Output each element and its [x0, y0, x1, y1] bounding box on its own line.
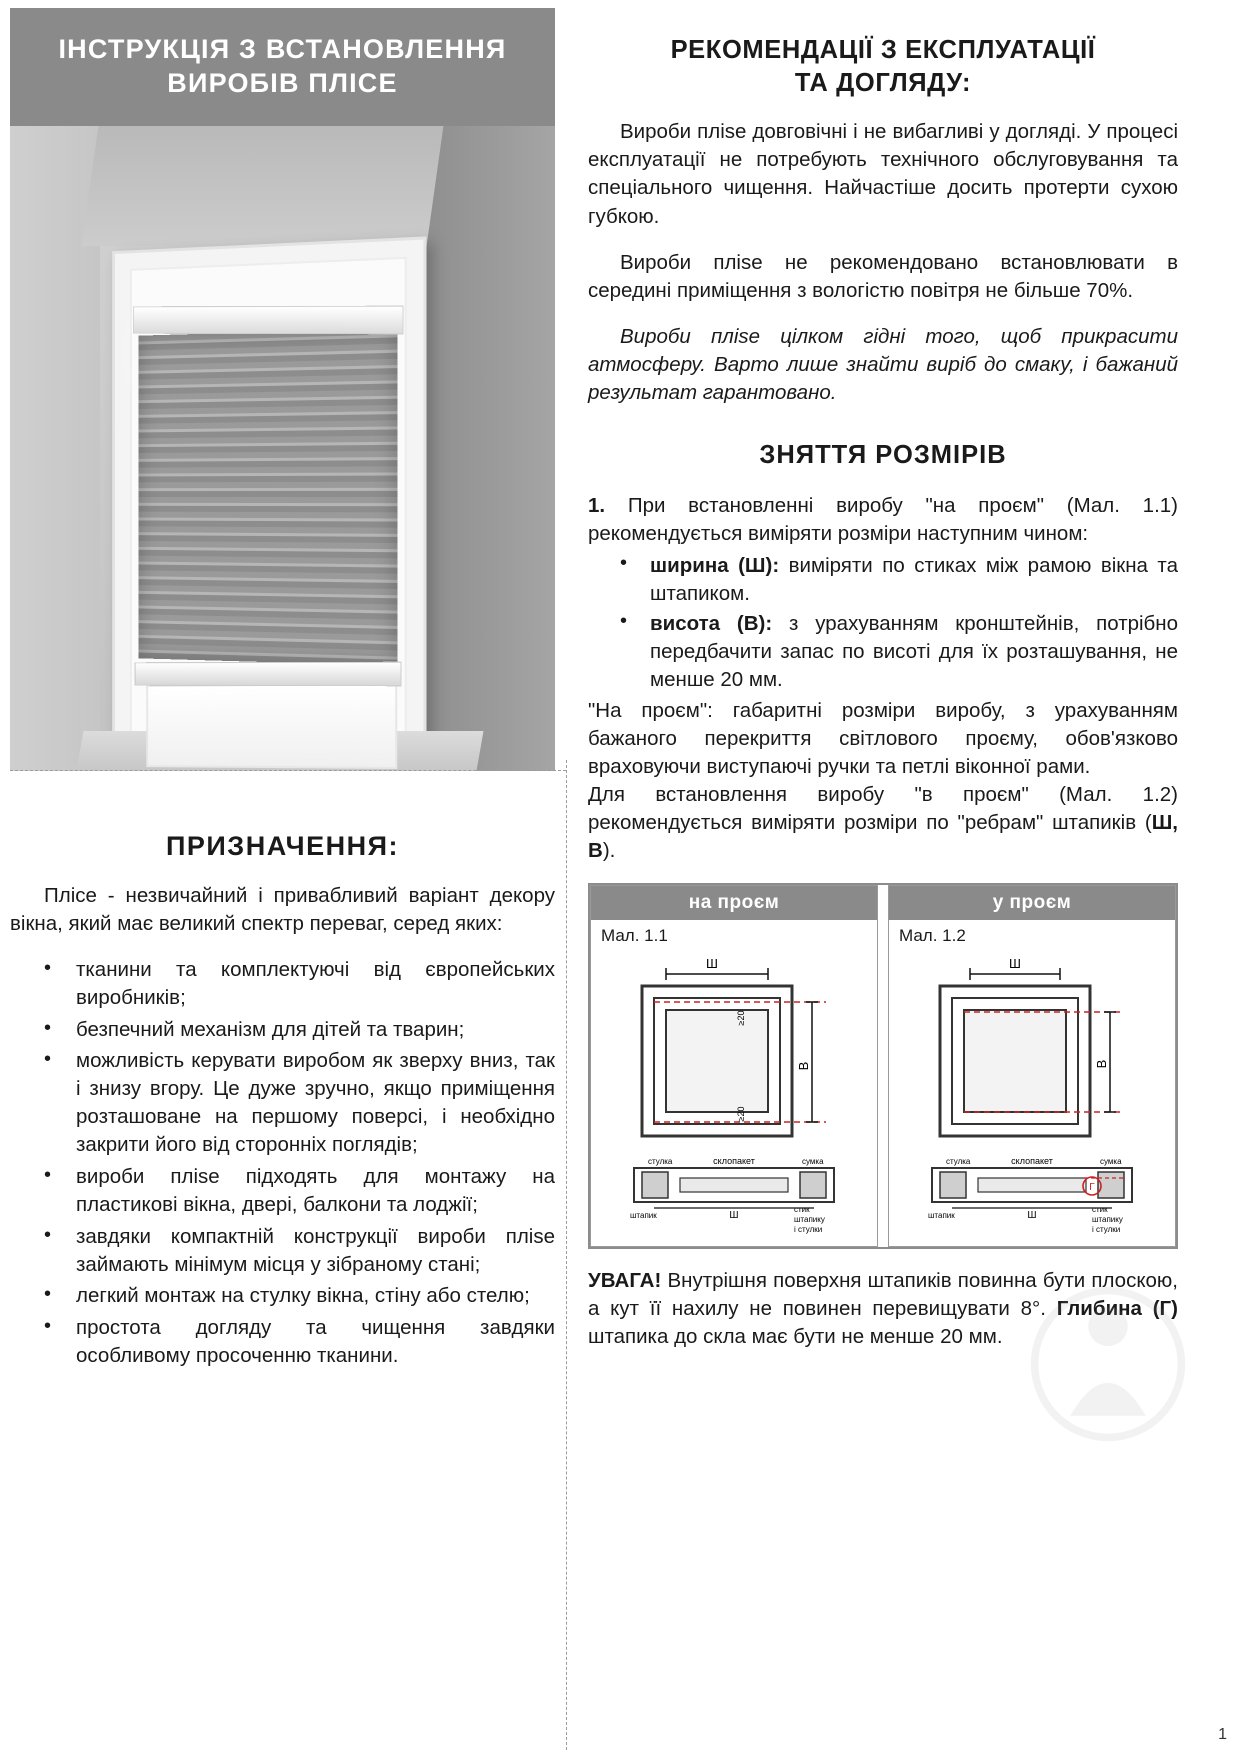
diagram-left-note-right: сумка [802, 1157, 824, 1166]
diagram-left-caption: Мал. 1.1 [601, 926, 668, 945]
diagram-right-note-bottom-center: Ш [1027, 1210, 1037, 1221]
diagram-left-header: на проєм [591, 886, 877, 920]
care-paragraph-3: Вироби пліse цілком гідні того, щоб прикрасити атмосферу. Варто лише знайти виріб до смаку, і бажаний результат гарантовано. [588, 324, 1178, 404]
purpose-list [10, 956, 555, 1370]
diagram-panel-on-opening [590, 885, 878, 1247]
bullet-text-width: виміряти по стиках між рамою вікна та штапиком. [650, 554, 1178, 606]
diagram-left-figure [591, 946, 877, 1246]
measurement-body-2-bold: Ш, В [588, 810, 1178, 862]
document-title-band [10, 8, 555, 126]
purpose-heading: ПРИЗНАЧЕННЯ: [165, 831, 400, 861]
diagram-panel-in-opening [888, 885, 1176, 1247]
care-paragraph-1: Вироби пліse довговічні і не вибагливі у догляді. У процесі експлуатації не потребують технічного обслуговування та спеціального чищення. Найчастіше досить протерти сухою губкою. [588, 120, 1178, 228]
svg-text:і стулки: і стулки [1092, 1225, 1121, 1234]
list-item [588, 610, 1178, 694]
photo-window-reveal [82, 126, 444, 246]
diagram-right-caption: Мал. 1.2 [899, 926, 966, 945]
svg-text:штапику: штапику [1092, 1215, 1123, 1224]
care-paragraph-2: Вироби пліse не рекомендовано встановлювати в середині приміщення з вологістю повітря не більше 70%. [588, 250, 1178, 302]
measurement-bullets [588, 552, 1178, 694]
list-item: • безпечний механізм для дітей та тварин; [10, 1016, 555, 1044]
diagram-right-note-bottom-right: стик [1092, 1205, 1108, 1214]
diagram-right-note-left: стулка [946, 1157, 971, 1166]
care-heading-line-1: РЕКОМЕНДАЦІЇ З ЕКСПЛУАТАЦІЇ [670, 36, 1096, 64]
photo-blind-headrail [133, 306, 404, 335]
warning-bold-2: Глибина (Г) [1056, 1297, 1178, 1321]
document-title-line-1: ІНСТРУКЦІЯ З ВСТАНОВЛЕННЯ [58, 34, 507, 65]
measurement-body-2-pre: Для встановлення виробу "в проєм" (Мал. 1.2) рекомендується виміряти розміри по "ребрам" штапиків ( [588, 782, 1178, 834]
diagram-left-note-bottom-right: стик [794, 1205, 810, 1214]
measurement-item-1-text: При встановленні виробу "на проєм" (Мал. 1.1) рекомендується виміряти розміри наступним чином: [588, 493, 1178, 546]
purpose-intro: Плісе - незвичайний і привабливий варіант декору вікна, який має великий спектр переваг, серед яких: [10, 884, 555, 935]
warning-text-2: штапика до скла має бути не менше 20 мм. [588, 1325, 1003, 1349]
svg-text:і стулки: і стулки [794, 1225, 823, 1234]
diagram-right-depth-label: Г [1089, 1182, 1095, 1193]
measurement-body-2 [588, 781, 1178, 865]
diagram-right-note-right: сумка [1100, 1157, 1122, 1166]
photo-window-glass [146, 683, 397, 769]
vertical-divider [566, 760, 567, 1750]
diagram-left-gap-top: ≥20 [736, 1010, 746, 1026]
photo-blind-pleats [138, 328, 397, 666]
diagram-right-height-label: В [1094, 1059, 1109, 1069]
right-column [588, 34, 1178, 1351]
measurement-body-1: "На проєм": габаритні розміри виробу, з урахуванням бажаного перекриття світлового проєму, обов'язково враховуючи виступаючі ручки та петлі віконної рами. [588, 698, 1178, 778]
diagram-left-height-label: В [796, 1061, 811, 1071]
diagram-left-note-bottom-center: Ш [729, 1210, 739, 1221]
diagram-left-note-left: стулка [648, 1157, 673, 1166]
diagram-right-note-bottom-left: штапик [928, 1211, 955, 1220]
horizontal-divider [10, 770, 566, 771]
care-heading [588, 34, 1178, 100]
bullet-label-height: висота (В): [650, 612, 773, 636]
page-number: 1 [1218, 1726, 1227, 1743]
document-title-line-2: ВИРОБІВ ПЛІСЕ [167, 68, 398, 98]
list-item: • вироби пліse підходять для монтажу на пластикові вікна, двері, балкони та лоджії; [10, 1163, 555, 1219]
svg-text:штапику: штапику [794, 1215, 825, 1224]
warning-block [588, 1267, 1178, 1351]
list-item: • тканини та комплектуючі від європейських виробників; [10, 956, 555, 1012]
photo-wall-right [425, 126, 555, 771]
left-column [10, 8, 555, 1748]
diagram-left-gap-bottom: ≥20 [736, 1106, 746, 1122]
diagram-left-width-label: Ш [706, 956, 718, 971]
diagram-right-header: у проєм [889, 886, 1175, 920]
list-item: • легкий монтаж на стулку вікна, стіну або стелю; [10, 1282, 555, 1310]
measurement-body-2-post: ). [602, 838, 616, 862]
bullet-label-width: ширина (Ш): [650, 554, 780, 578]
measurement-heading: ЗНЯТТЯ РОЗМІРІВ [759, 440, 1007, 469]
diagram-panels [588, 883, 1178, 1249]
care-heading-line-2: ТА ДОГЛЯДУ: [794, 69, 972, 98]
product-photo [10, 126, 555, 771]
list-item: • завдяки компактній конструкції вироби пліse займають мінімум місця у зібраному стані; [10, 1223, 555, 1279]
diagram-left-note-center: склопакет [713, 1156, 755, 1166]
measurement-item-1 [588, 492, 1178, 548]
diagram-right-width-label: Ш [1009, 956, 1021, 971]
bullet-text-height: з урахуванням кронштейнів, потрібно передбачити запас по висоті для їх розташування, не менше 20 мм. [650, 612, 1178, 692]
list-item: • простота догляду та чищення завдяки особливому просоченню тканини. [10, 1314, 555, 1370]
warning-text-1: Внутрішня поверхня штапиків повинна бути плоскою, а кут її нахилу не повинен перевищувати 8°. [588, 1269, 1178, 1321]
diagram-left-note-bottom-left: штапик [630, 1211, 657, 1220]
warning-label: УВАГА! [588, 1269, 662, 1292]
photo-blind-bottomrail [135, 662, 402, 687]
list-item: • можливість керувати виробом як зверху вниз, так і знизу вгору. Це дуже зручно, якщо приміщення розташоване на першому поверсі, і необхідно закрити його від сторонніх поглядів; [10, 1047, 555, 1159]
diagram-right-figure [889, 946, 1175, 1246]
list-item [588, 552, 1178, 608]
diagram-right-note-center: склопакет [1011, 1156, 1053, 1166]
measurement-item-1-number: 1. [588, 493, 606, 517]
